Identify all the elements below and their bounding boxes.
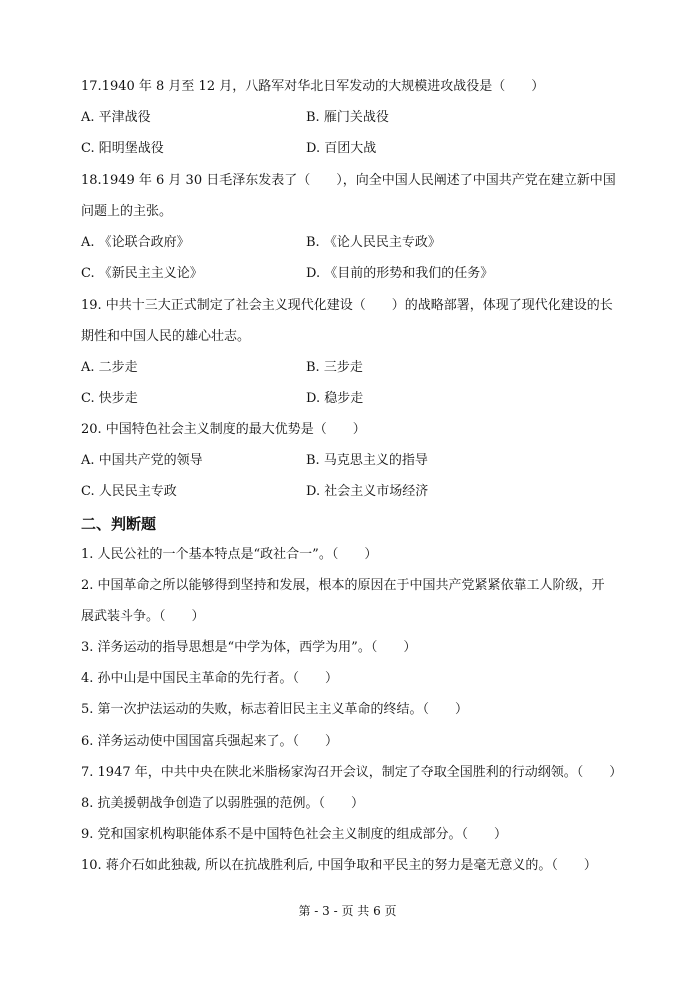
q19-option-b: B. 三步走 [306,360,363,375]
q17-option-d: D. 百团大战 [306,141,377,156]
tf-item-2-line1: 2. 中国革命之所以能够得到坚持和发展，根本的原因在于中国共产党紧紧依靠工人阶级，开 [81,578,605,593]
tf-item-1: 1. 人民公社的一个基本特点是“政社合一”。（ ） [81,547,378,562]
tf-item-7: 7. 1947 年，中共中央在陕北米脂杨家沟召开会议，制定了夺取全国胜利的行动纲领。（ ） [81,765,623,780]
q18-option-c: C. 《新民主主义论》 [81,266,203,281]
q17-option-a: A. 平津战役 [81,110,151,125]
q19-option-a: A. 二步走 [81,360,138,375]
q18-option-d: D. 《目前的形势和我们的任务》 [306,266,494,281]
tf-item-6: 6. 洋务运动使中国国富兵强起来了。（ ） [81,734,339,749]
q18-stem-line2: 问题上的主张。 [81,204,173,219]
tf-item-5: 5. 第一次护法运动的失败，标志着旧民主主义革命的终结。（ ） [81,702,469,717]
q20-option-b: B. 马克思主义的指导 [306,453,428,468]
q19-stem-line1: 19. 中共十三大正式制定了社会主义现代化建设（ ）的战略部署，体现了现代化建设的长 [81,298,613,313]
page-footer: 第 - 3 - 页 共 6 页 [298,904,397,918]
tf-item-4: 4. 孙中山是中国民主革命的先行者。（ ） [81,671,339,686]
tf-item-8: 8. 抗美援朝战争创造了以弱胜强的范例。（ ） [81,796,365,811]
q18-stem-line1: 18.1949 年 6 月 30 日毛泽东发表了（ ），向全中国人民阐述了中国共产党在建立新中国 [81,173,616,188]
section-heading: 二、判断题 [81,515,157,533]
q20-option-d: D. 社会主义市场经济 [306,484,429,499]
q17-option-c: C. 阳明堡战役 [81,141,164,156]
q20-stem: 20. 中国特色社会主义制度的最大优势是（ ） [81,422,366,437]
q18-option-b: B. 《论人民民主专政》 [306,235,441,250]
tf-item-2-line2: 展武装斗争。（ ） [81,609,205,624]
q20-option-c: C. 人民民主专政 [81,484,177,499]
tf-item-3: 3. 洋务运动的指导思想是“中学为体，西学为用”。（ ） [81,640,417,655]
tf-item-9: 9. 党和国家机构职能体系不是中国特色社会主义制度的组成部分。（ ） [81,827,508,842]
q19-stem-line2: 期性和中国人民的雄心壮志。 [81,329,251,344]
q18-option-a: A. 《论联合政府》 [81,235,190,250]
q17-stem: 17.1940 年 8 月至 12 月，八路军对华北日军发动的大规模进攻战役是（ ） [81,79,545,94]
tf-item-10: 10. 蒋介石如此独裁, 所以在抗战胜利后, 中国争取和平民主的努力是毫无意义的。（ ） [81,858,597,873]
q19-option-c: C. 快步走 [81,391,138,406]
q19-option-d: D. 稳步走 [306,391,364,406]
q20-option-a: A. 中国共产党的领导 [81,453,203,468]
q17-option-b: B. 雁门关战役 [306,110,389,125]
